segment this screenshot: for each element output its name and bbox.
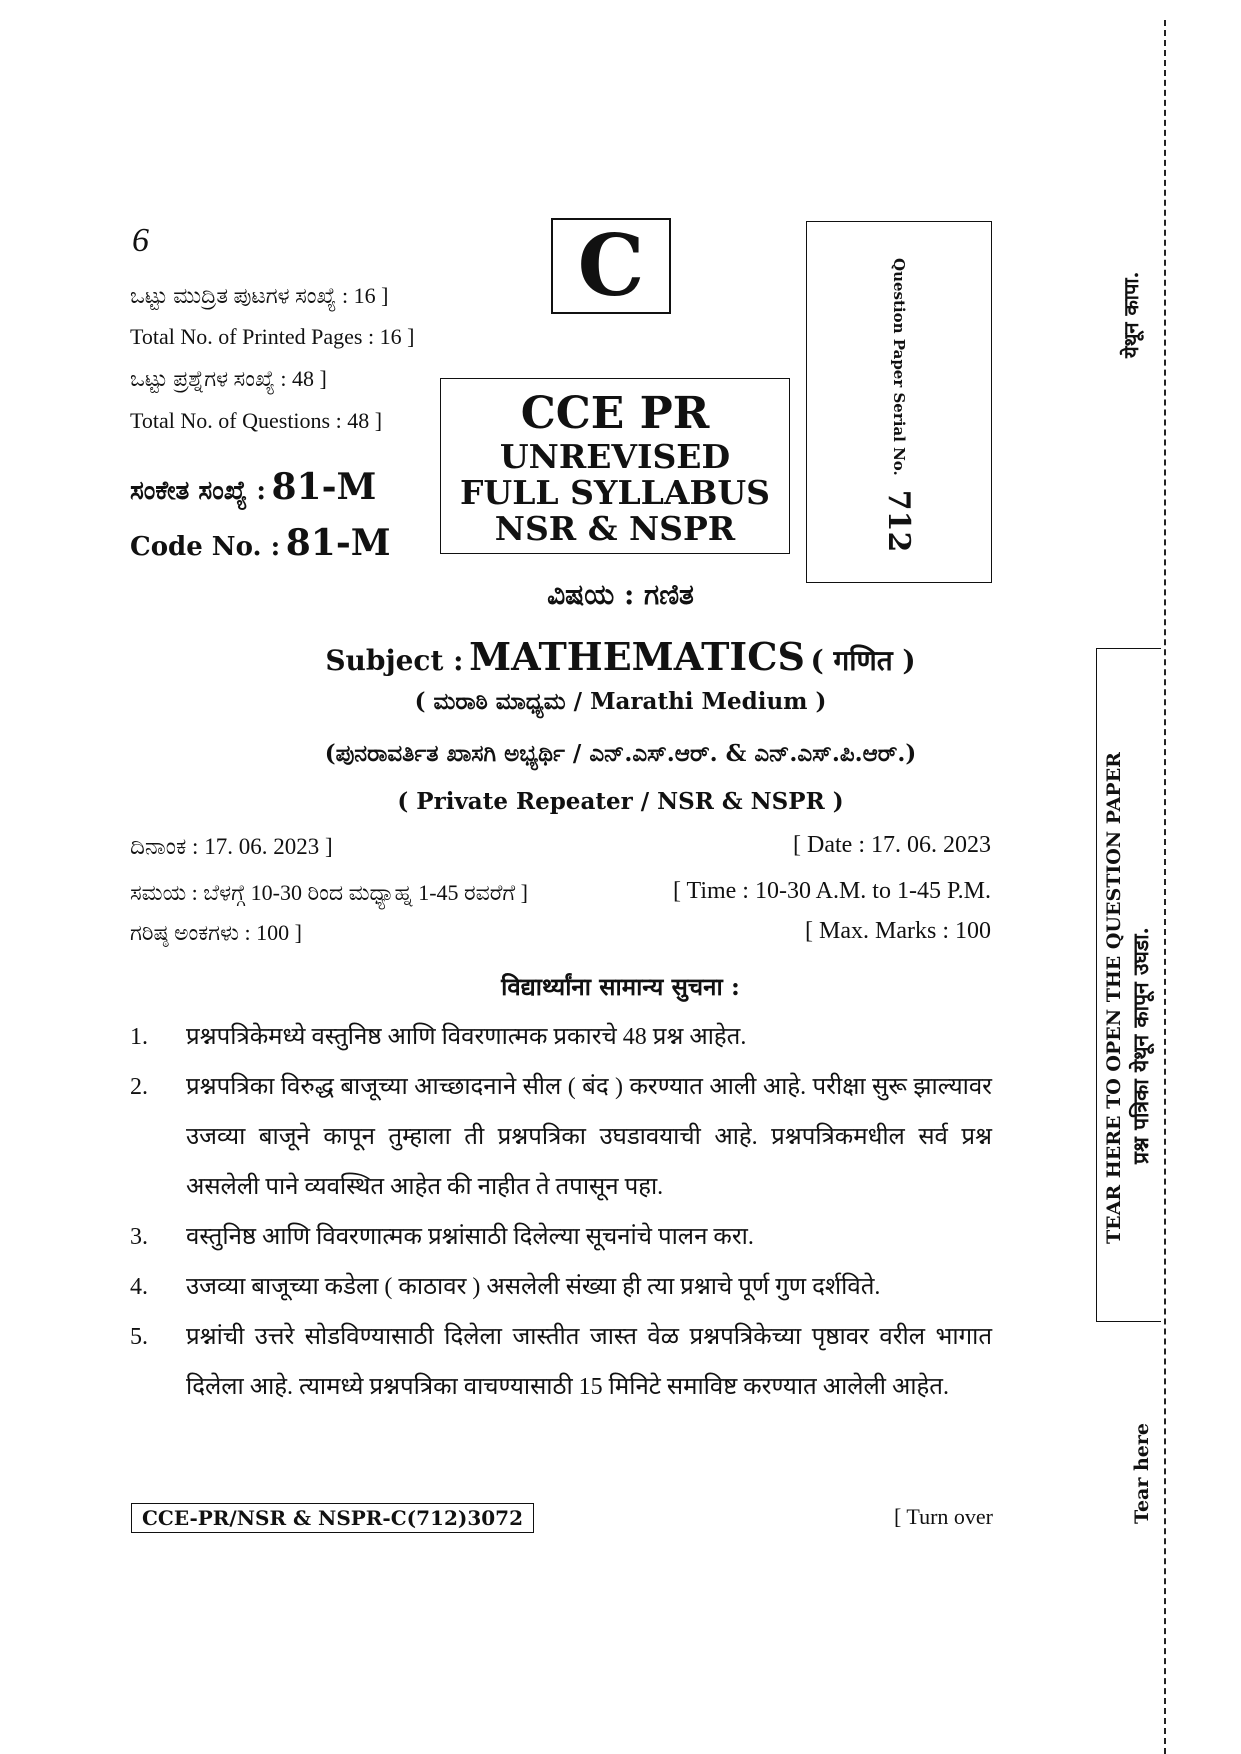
cut-here-marathi: येथून कापा. (1119, 271, 1143, 358)
kn-time: ಸಮಯ : ಬೆಳಗ್ಗೆ 10-30 ರಿಂದ ಮಧ್ಯಾಹ್ನ 1-45 ರವರೆಗೆ ] (130, 880, 528, 905)
medium-line: ( ಮರಾಠಿ ಮಾಧ್ಯಮ / Marathi Medium ) (414, 688, 827, 715)
instruction-5-text: प्रश्नांची उत्तरे सोडविण्यासाठी दिलेला जास्तीत जास्त वेळ प्रश्नपत्रिकेच्या पृष्ठावर वरील भागात दिलेला आहे. त्यामध्ये प्रश्नपत्रिका वाचण्यासाठी 15 मिनिटे समाविष्ट करण्यात आलेली आहेत. (186, 1324, 992, 1400)
tear-dashed-line (1164, 20, 1166, 1754)
tear-here-label: Tear here (1131, 1423, 1153, 1524)
kn-code-label: ಸಂಕೇತ ಸಂಖ್ಯೆ : (130, 476, 266, 506)
instruction-4-number: 4. (130, 1274, 148, 1300)
en-date: [ Date : 17. 06. 2023 (793, 832, 991, 858)
subject-name: MATHEMATICS (469, 634, 805, 679)
serial-value: 712 (881, 489, 917, 553)
kn-date: ದಿನಾಂಕ : 17. 06. 2023 ] (130, 834, 333, 859)
en-total-questions: Total No. of Questions : 48 ] (130, 408, 383, 433)
en-total-pages: Total No. of Printed Pages : 16 ] (130, 324, 415, 349)
page-number: 6 (132, 222, 149, 259)
instruction-3-text: वस्तुनिष्ठ आणि विवरणात्मक प्रश्नांसाठी दिलेल्या सूचनांचे पालन करा. (186, 1224, 754, 1250)
subject-kannada: ವಿಷಯ : ಗಣಿತ (547, 578, 694, 611)
footer-paper-code: CCE-PR/NSR & NSPR-C(712)3072 (131, 1503, 534, 1533)
instruction-1-text: प्रश्नपत्रिकेमध्ये वस्तुनिष्ठ आणि विवरणात्मक प्रकारचे 48 प्रश्न आहेत. (186, 1024, 747, 1050)
instructions-title: विद्यार्थ्यांना सामान्य सुचना : (501, 972, 740, 1001)
tear-here-marathi: प्रश्न पत्रिका येथून कापून उघडा. (1128, 927, 1153, 1164)
en-code-label: Code No. : (130, 532, 281, 562)
exam-type-box (440, 378, 790, 554)
instruction-4-text: उजव्या बाजूच्या कडेला ( काठावर ) असलेली संख्या ही त्या प्रश्नाचे पूर्ण गुण दर्शविते. (186, 1274, 881, 1300)
kn-total-questions: ಒಟ್ಟು ಪ್ರಶ್ನೆಗಳ ಸಂಖ್ಯೆ : 48 ] (130, 366, 327, 391)
en-code-value: 81-M (285, 522, 391, 564)
instruction-5-number: 5. (130, 1324, 148, 1350)
exam-box-line-2: UNREVISED (499, 437, 731, 476)
tear-here-english: TEAR HERE TO OPEN THE QUESTION PAPER (1103, 752, 1125, 1244)
kn-max-marks: ಗರಿಷ್ಠ ಅಂಕಗಳು : 100 ] (130, 920, 302, 945)
serial-number-box (806, 221, 992, 583)
candidate-kannada: (ಪುನರಾವರ್ತಿತ ಖಾಸಗಿ ಅಭ್ಯರ್ಥಿ / ಎನ್.ಎಸ್.ಆರ್. & ಎನ್.ಎಸ್.ಪಿ.ಆರ್.) (324, 740, 917, 767)
serial-label: Question Paper Serial No. (890, 258, 908, 476)
candidate-english: ( Private Repeater / NSR & NSPR ) (397, 788, 844, 815)
version-box: C (551, 218, 671, 314)
instruction-1-number: 1. (130, 1024, 148, 1050)
instruction-2-text: प्रश्नपत्रिका विरुद्ध बाजूच्या आच्छादनाने सील ( बंद ) करण्यात आली आहे. परीक्षा सुरू झाल्यावर उजव्या बाजूने कापून तुम्हाला ती प्रश्नपत्रिका उघडावयाची आहे. प्रश्नपत्रिकमधील सर्व प्रश्न असलेली पाने व्यवस्थित आहेत की नाहीत ते तपासून पहा. (186, 1074, 992, 1200)
kn-code-value: 81-M (271, 466, 377, 508)
turn-over: [ Turn over (893, 1504, 993, 1529)
exam-box-line-4: NSR & NSPR (494, 509, 736, 548)
en-time: [ Time : 10-30 A.M. to 1-45 P.M. (672, 878, 991, 904)
en-max-marks: [ Max. Marks : 100 (805, 918, 991, 944)
exam-box-line-3: FULL SYLLABUS (459, 473, 770, 512)
instruction-3-number: 3. (130, 1224, 148, 1250)
en-code-number (130, 522, 391, 564)
kn-code-number (130, 466, 376, 508)
subject-label: Subject : (325, 644, 464, 677)
serial-number-rotated (869, 258, 929, 618)
subject-line (0, 634, 1241, 679)
exam-box-line-1: CCE PR (520, 388, 710, 439)
kn-total-pages: ಒಟ್ಟು ಮುದ್ರಿತ ಪುಟಗಳ ಸಂಖ್ಯೆ : 16 ] (130, 283, 389, 308)
subject-marathi: ( गणित ) (810, 644, 916, 677)
instruction-2-number: 2. (130, 1074, 148, 1100)
